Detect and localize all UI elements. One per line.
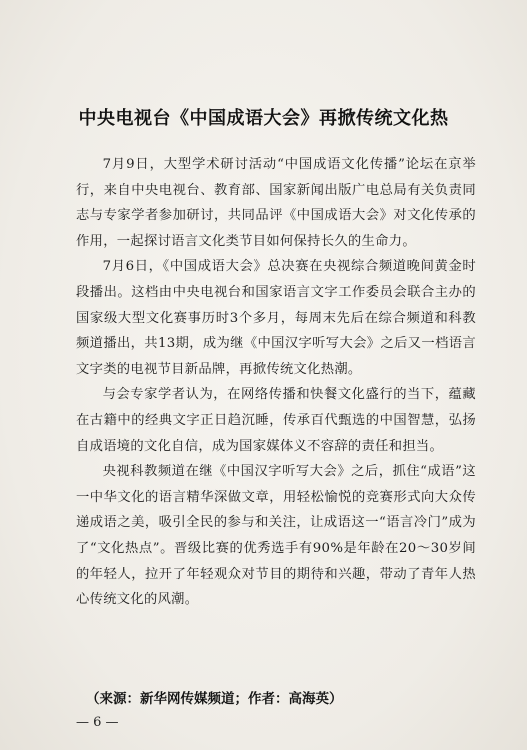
paragraph-1: 7月9日，大型学术研讨活动“中国成语文化传播”论坛在京举行，来自中央电视台、教育部、国家新闻出版广电总局有关负责同志与专家学者参加研讨，共同品评《中国成语大会》对文化传承的作用，一起探讨语言文化类节目如何保持长久的生命力。: [76, 157, 476, 249]
paragraph-4: 央视科教频道在继《中国汉字听写大会》之后，抓住“成语”这一中华文化的语言精华深做文章，用轻松愉悦的竞赛形式向大众传递成语之美，吸引全民的参与和关注，让成语这一“语言冷门”成为了“文化热点”。晋级比赛的优秀选手有90%是年龄在20～30岁间的年轻人，拉开了年轻观众对节目的期待和兴趣，带动了青年人热心传统文化的风潮。: [76, 464, 476, 608]
paragraph-2: 7月6日，《中国成语大会》总决赛在央视综合频道晚间黄金时段播出。这档由中央电视台和国家语言文字工作委员会联合主办的国家级大型文化赛事历时3个多月，每周末先后在综合频道和科教频道播出，共13期，成为继《中国汉字听写大会》之后又一档语言文字类的电视节目新品牌，再掀传统文化热潮。: [76, 259, 476, 377]
document-title: 中央电视台《中国成语大会》再掀传统文化热: [78, 108, 449, 129]
document-body: [76, 152, 476, 613]
source-credit: （来源：新华网传媒频道；作者：高海英）: [86, 691, 343, 707]
page-number: — 6 —: [76, 715, 119, 730]
paragraph-3: 与会专家学者认为，在网络传播和快餐文化盛行的当下，蕴藏在古籍中的经典文字正日趋沉睡，传承百代甄选的中国智慧，弘扬自成语境的文化自信，成为国家媒体义不容辞的责任和担当。: [76, 387, 476, 454]
